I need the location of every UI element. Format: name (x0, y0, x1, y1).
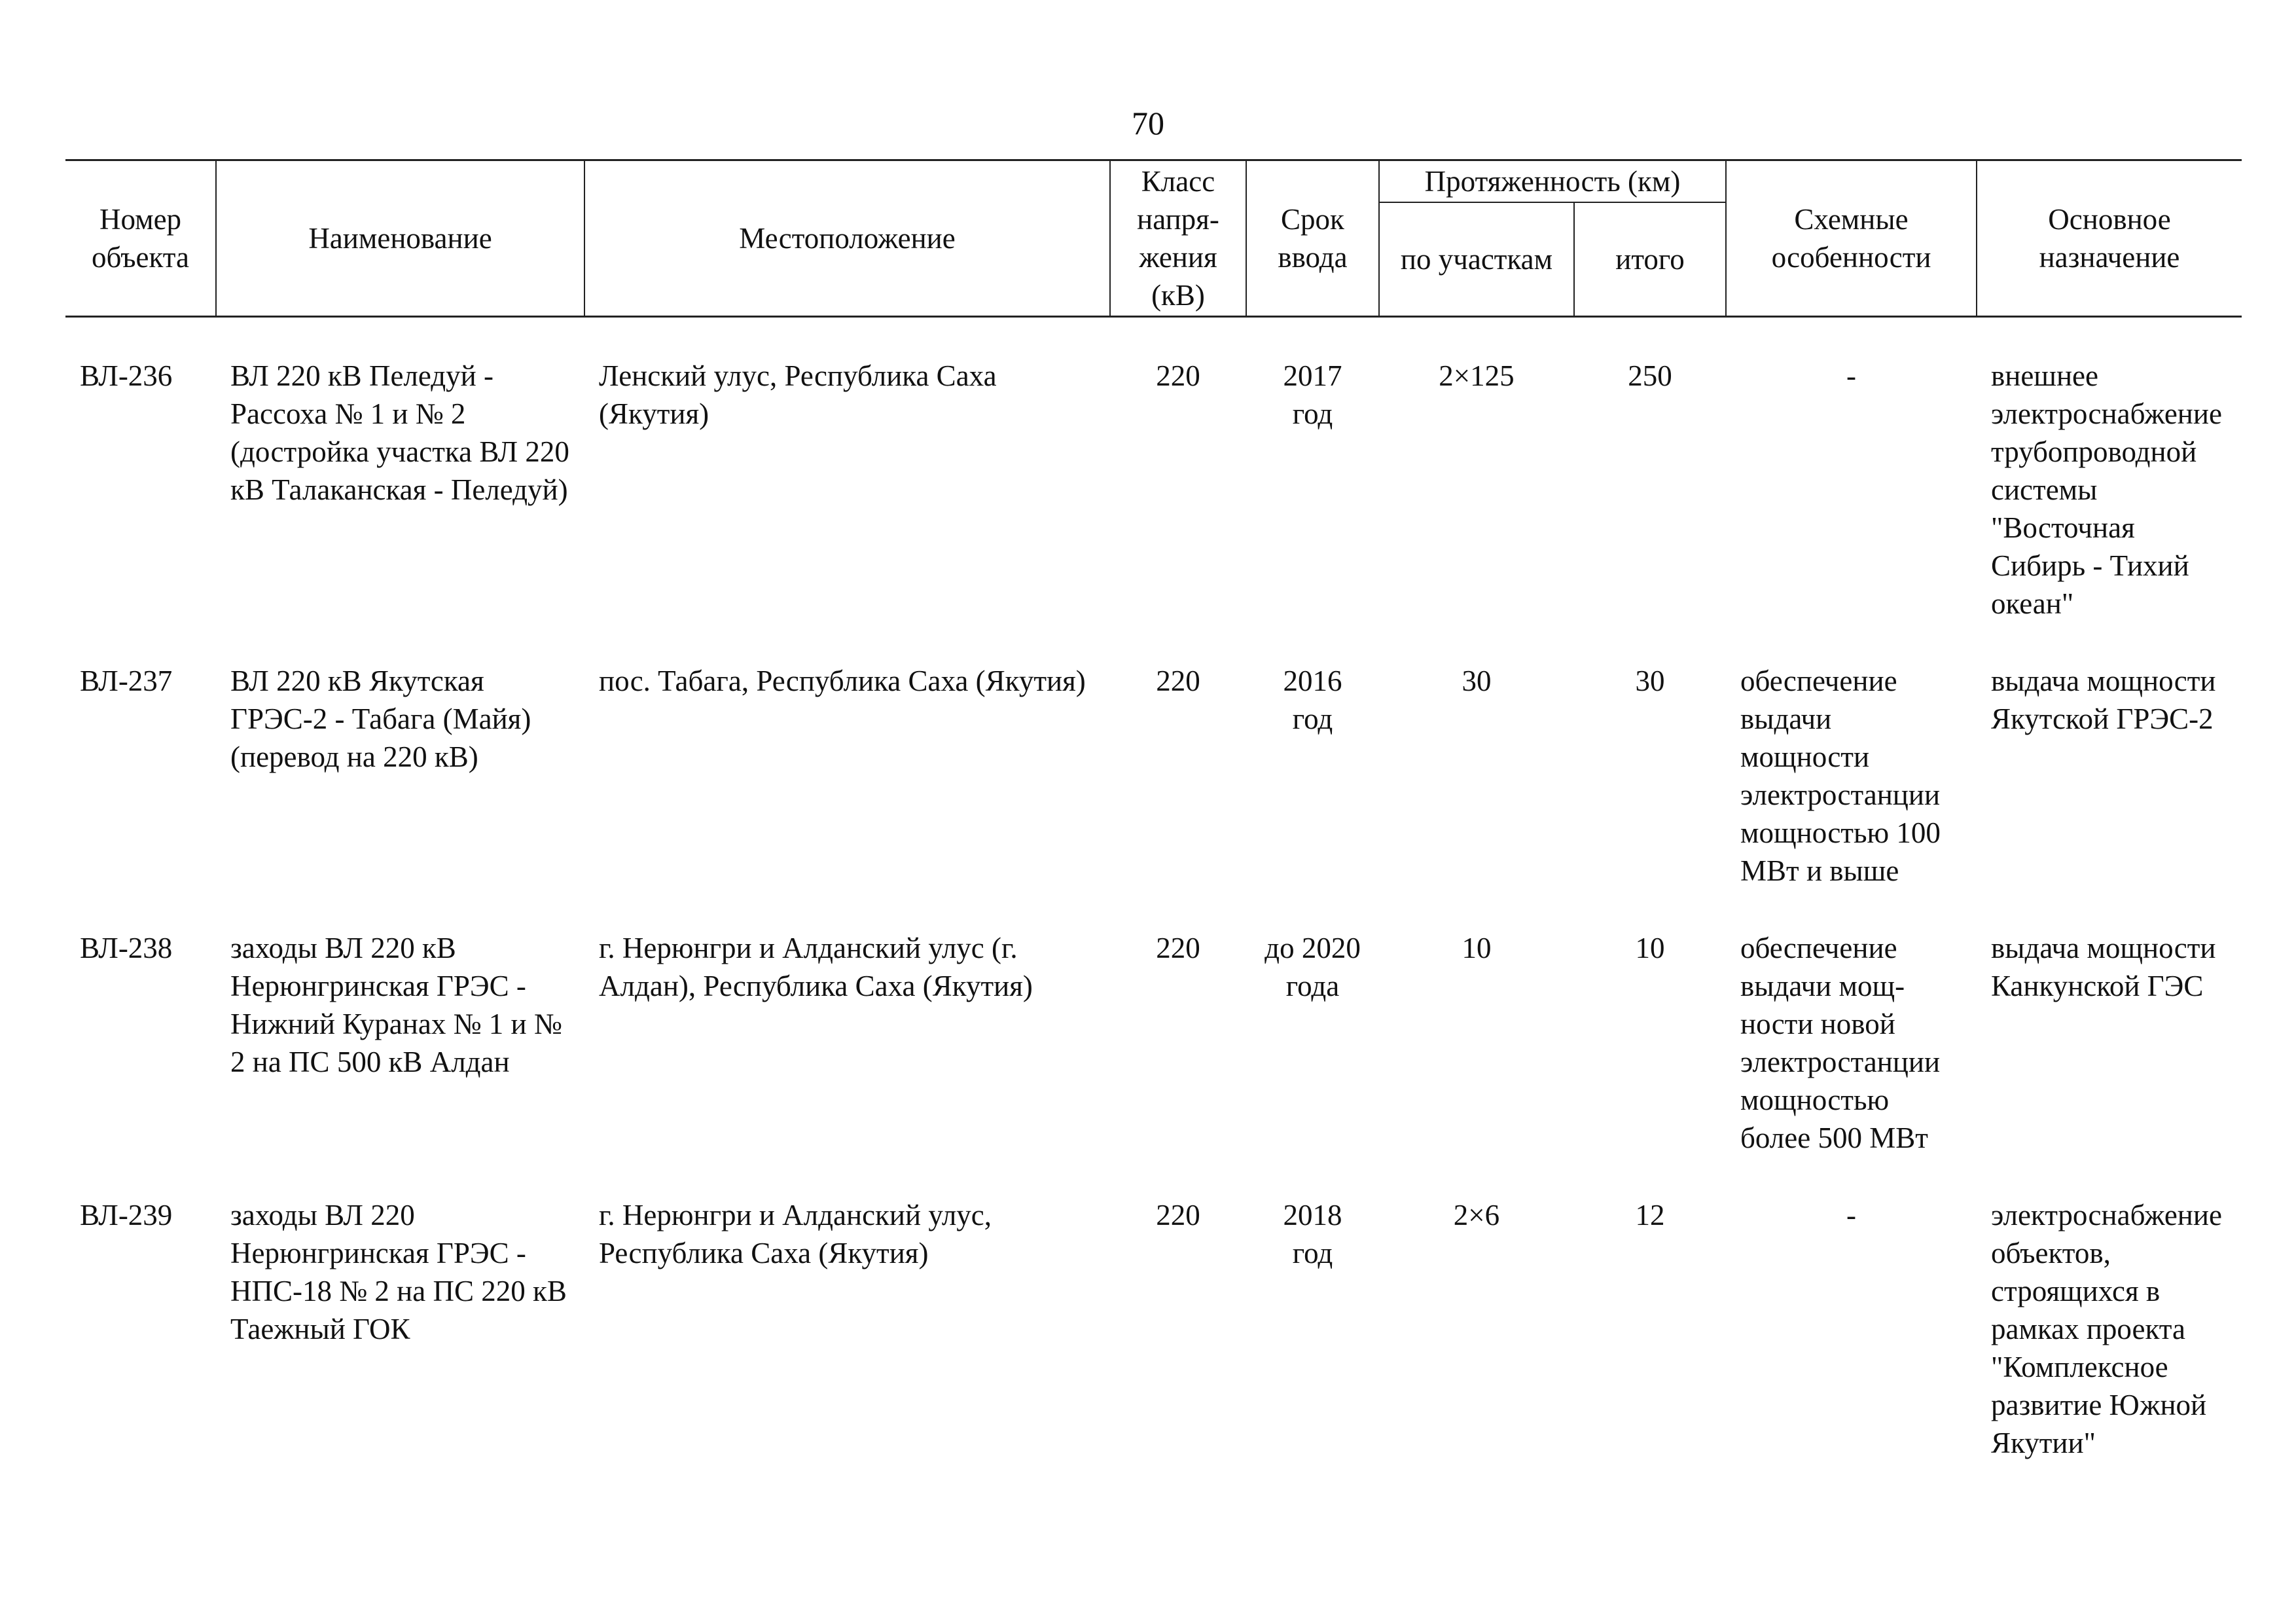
cell-scheme: обеспечение выдачи мощности электростанции мощностью 100 МВт и выше (1740, 665, 1941, 887)
table-row (65, 317, 2242, 663)
cell-name: заходы ВЛ 220 Нерюнгринская ГРЭС - НПС-18 № 2 на ПС 220 кВ Таежный ГОК (230, 1199, 567, 1345)
cell-voltage: 220 (1156, 665, 1200, 697)
cell-scheme: - (1846, 1199, 1856, 1231)
power-lines-table (65, 159, 2242, 1501)
cell-commissioning: 2016 год (1283, 665, 1342, 735)
cell-total: 10 (1635, 932, 1665, 964)
cell-commissioning: 2017 год (1283, 359, 1342, 430)
cell-location: Ленский улус, Республика Саха (Якутия) (599, 359, 997, 430)
cell-number: ВЛ-238 (80, 932, 173, 964)
table-row (65, 929, 2242, 1196)
header-purpose: Основное назначение (1977, 160, 2242, 317)
header-number: Номер объекта (65, 160, 216, 317)
header-location: Местоположение (584, 160, 1110, 317)
header-voltage: Класс напря-жения (кВ) (1110, 160, 1246, 317)
cell-number: ВЛ-236 (80, 359, 173, 392)
cell-number: ВЛ-239 (80, 1199, 173, 1231)
cell-name: ВЛ 220 кВ Пеледуй - Рассоха № 1 и № 2 (достройка участка ВЛ 220 кВ Талаканская - Пеледуй) (230, 359, 569, 506)
table-row (65, 1196, 2242, 1501)
cell-voltage: 220 (1156, 932, 1200, 964)
cell-commissioning: 2018 год (1283, 1199, 1342, 1269)
header-length-sections: по участкам (1379, 202, 1574, 317)
cell-purpose: выдача мощности Якутской ГРЭС-2 (1991, 665, 2216, 735)
cell-total: 250 (1628, 359, 1672, 392)
header-scheme: Схемные особенности (1726, 160, 1977, 317)
cell-total: 12 (1635, 1199, 1665, 1231)
cell-location: г. Нерюнгри и Алданский улус, Республика Саха (Якутия) (599, 1199, 992, 1269)
cell-sections: 30 (1462, 665, 1492, 697)
cell-name: ВЛ 220 кВ Якутская ГРЭС-2 - Табага (Майя) (перевод на 220 кВ) (230, 665, 531, 773)
header-length-group: Протяженность (км) (1379, 160, 1726, 203)
cell-name: заходы ВЛ 220 кВ Нерюнгринская ГРЭС - Нижний Куранах № 1 и № 2 на ПС 500 кВ Алдан (230, 932, 562, 1078)
cell-number: ВЛ-237 (80, 665, 173, 697)
page-number: 70 (1132, 105, 1164, 141)
cell-sections: 2×125 (1439, 359, 1515, 392)
cell-scheme: - (1846, 359, 1856, 392)
cell-location: пос. Табага, Республика Саха (Якутия) (599, 665, 1086, 697)
cell-voltage: 220 (1156, 1199, 1200, 1231)
table-header (65, 160, 2242, 317)
cell-location: г. Нерюнгри и Алданский улус (г. Алдан), Республика Саха (Якутия) (599, 932, 1033, 1002)
table-body (65, 317, 2242, 1502)
cell-scheme: обеспечение выдачи мощ-ности новой электростанции мощностью более 500 МВт (1740, 932, 1941, 1154)
cell-commissioning: до 2020 года (1265, 932, 1361, 1002)
header-length-total: итого (1574, 202, 1726, 317)
cell-purpose: внешнее электроснабжение трубопроводной системы "Восточная Сибирь - Тихий океан" (1991, 359, 2222, 620)
header-name: Наименование (216, 160, 584, 317)
cell-purpose: электроснабжение объектов, строящихся в рамках проекта "Комплексное развитие Южной Якутии" (1991, 1199, 2222, 1459)
cell-sections: 2×6 (1453, 1199, 1500, 1231)
table-row (65, 662, 2242, 929)
cell-total: 30 (1635, 665, 1665, 697)
cell-sections: 10 (1462, 932, 1492, 964)
cell-purpose: выдача мощности Канкунской ГЭС (1991, 932, 2216, 1002)
header-commissioning: Срок ввода (1246, 160, 1379, 317)
cell-voltage: 220 (1156, 359, 1200, 392)
